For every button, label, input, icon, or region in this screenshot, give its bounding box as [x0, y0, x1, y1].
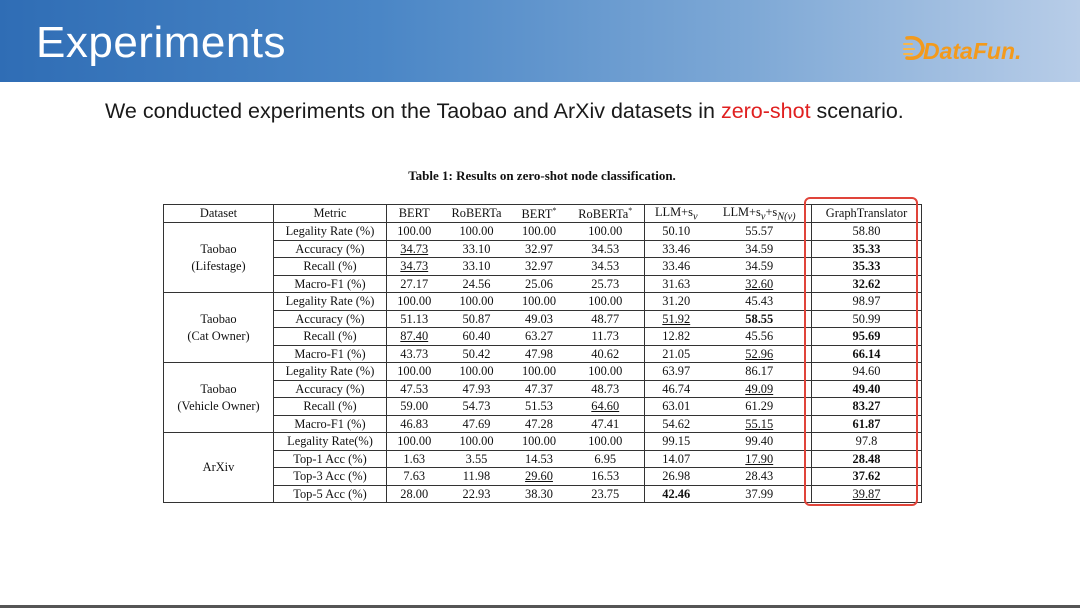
graphtranslator-highlight-box [804, 197, 918, 506]
logo-text: DataFun. [923, 38, 1022, 64]
value-text: 51.92 [662, 311, 691, 326]
value-text: 25.73 [591, 276, 620, 291]
value-cell [708, 293, 812, 311]
header-roberta: RoBERTa [442, 205, 512, 223]
value-text: 35.33 [852, 241, 881, 256]
value-cell [512, 485, 567, 503]
value-text: 23.75 [591, 486, 620, 501]
value-cell [387, 468, 442, 486]
metric-cell: Legality Rate (%) [274, 223, 387, 241]
value-text: 32.97 [525, 259, 553, 274]
metric-cell: Top-1 Acc (%) [274, 450, 387, 468]
value-text: 98.97 [852, 294, 881, 309]
value-text: 7.63 [403, 469, 426, 484]
value-text: 66.14 [852, 346, 881, 361]
metric-cell: Legality Rate (%) [274, 293, 387, 311]
value-cell [708, 433, 812, 451]
value-text: 43.73 [400, 346, 429, 361]
value-text: 37.99 [745, 486, 774, 501]
value-cell [567, 380, 645, 398]
value-text: 31.20 [662, 294, 691, 309]
slide-title: Experiments [36, 18, 287, 67]
value-cell [567, 433, 645, 451]
value-cell [708, 258, 812, 276]
value-cell [442, 345, 512, 363]
metric-cell: Legality Rate(%) [274, 433, 387, 451]
title-banner [0, 0, 1080, 82]
value-cell [567, 223, 645, 241]
value-text: 46.74 [662, 381, 691, 396]
value-cell [708, 328, 812, 346]
value-cell [708, 223, 812, 241]
value-text: 86.17 [745, 364, 774, 379]
value-cell [512, 363, 567, 381]
value-text: 46.83 [400, 416, 429, 431]
value-cell [645, 398, 708, 416]
value-cell [645, 293, 708, 311]
value-cell [442, 468, 512, 486]
value-cell [387, 328, 442, 346]
header-llm-sv2-text: LLM+s [722, 205, 761, 219]
value-cell [442, 328, 512, 346]
value-cell [567, 293, 645, 311]
value-text: 63.27 [525, 329, 553, 344]
value-cell [442, 485, 512, 503]
value-cell [512, 345, 567, 363]
dataset-cell [164, 363, 274, 433]
value-cell [567, 345, 645, 363]
value-cell [387, 380, 442, 398]
value-text: 50.99 [852, 311, 881, 326]
header-nv-sub: N(v) [777, 211, 796, 223]
value-text: 6.95 [594, 451, 617, 466]
value-cell [387, 223, 442, 241]
value-text: 32.60 [745, 276, 774, 291]
dataset-cell [164, 433, 274, 503]
value-cell [708, 398, 812, 416]
header-llm-sv-snv [708, 205, 812, 223]
value-text: 55.57 [745, 224, 774, 239]
value-text: 54.62 [662, 416, 691, 431]
value-cell [567, 450, 645, 468]
value-text: 100.00 [459, 224, 494, 239]
metric-cell: Macro-F1 (%) [274, 415, 387, 433]
value-text: 52.96 [745, 346, 774, 361]
value-cell [512, 275, 567, 293]
value-cell [387, 485, 442, 503]
value-text: 1.63 [403, 451, 426, 466]
value-text: 51.53 [525, 399, 553, 414]
value-text: 34.53 [591, 259, 620, 274]
dataset-subname: (Cat Owner) [187, 328, 250, 343]
value-text: 58.80 [852, 224, 881, 239]
value-text: 34.59 [745, 259, 774, 274]
value-text: 47.69 [462, 416, 491, 431]
value-cell [567, 328, 645, 346]
dataset-subname: (Vehicle Owner) [177, 398, 260, 413]
value-cell [387, 433, 442, 451]
dataset-cell [164, 223, 274, 293]
value-text: 100.00 [459, 364, 494, 379]
metric-cell: Macro-F1 (%) [274, 345, 387, 363]
value-cell [567, 485, 645, 503]
value-cell [512, 258, 567, 276]
value-text: 35.33 [852, 259, 881, 274]
value-cell [512, 415, 567, 433]
value-cell [512, 293, 567, 311]
value-text: 33.10 [462, 259, 491, 274]
value-text: 100.00 [588, 294, 623, 309]
value-cell [645, 345, 708, 363]
value-text: 11.98 [462, 469, 491, 484]
metric-cell: Recall (%) [274, 258, 387, 276]
value-text: 63.01 [662, 399, 691, 414]
value-cell [708, 310, 812, 328]
header-llm-sv [645, 205, 708, 223]
value-text: 47.53 [400, 381, 429, 396]
value-cell [387, 275, 442, 293]
value-cell [708, 275, 812, 293]
header-roberta-star [567, 205, 645, 223]
value-text: 100.00 [521, 294, 557, 309]
metric-cell: Accuracy (%) [274, 240, 387, 258]
metric-cell: Top-5 Acc (%) [274, 485, 387, 503]
header-roberta-star-mark: * [628, 205, 633, 215]
value-cell [645, 310, 708, 328]
header-bert-star-text: BERT [521, 206, 553, 221]
value-cell [708, 345, 812, 363]
value-text: 61.29 [745, 399, 774, 414]
value-text: 34.73 [400, 241, 429, 256]
value-text: 100.00 [588, 224, 623, 239]
value-cell [567, 363, 645, 381]
subtitle-text-before: We conducted experiments on the Taobao and ArXiv datasets in [105, 99, 721, 123]
value-text: 94.60 [852, 364, 881, 379]
value-cell [567, 310, 645, 328]
value-text: 100.00 [588, 434, 623, 449]
value-text: 49.03 [525, 311, 553, 326]
value-text: 47.98 [525, 346, 553, 361]
value-cell [645, 275, 708, 293]
value-text: 39.87 [852, 486, 881, 501]
header-bert-star [512, 205, 567, 223]
value-text: 21.05 [662, 346, 691, 361]
value-cell [442, 275, 512, 293]
value-text: 48.77 [591, 311, 620, 326]
value-cell [567, 240, 645, 258]
value-cell [442, 398, 512, 416]
value-cell [708, 380, 812, 398]
value-cell [512, 468, 567, 486]
slide-subtitle [105, 99, 904, 124]
subtitle-text-after: scenario. [810, 99, 904, 123]
value-text: 100.00 [397, 364, 432, 379]
value-cell [567, 258, 645, 276]
value-text: 32.97 [525, 241, 553, 256]
value-text: 100.00 [397, 434, 432, 449]
header-bert-star-mark: * [552, 205, 557, 215]
header-graphtranslator: GraphTranslator [812, 205, 922, 223]
value-text: 99.15 [662, 434, 691, 449]
value-text: 22.93 [462, 486, 491, 501]
value-text: 14.53 [525, 451, 553, 466]
header-plus-s: +s [765, 205, 778, 219]
value-cell [387, 310, 442, 328]
value-text: 51.13 [400, 311, 429, 326]
value-text: 100.00 [397, 294, 432, 309]
value-text: 33.46 [662, 259, 691, 274]
value-text: 49.09 [745, 381, 774, 396]
value-cell [442, 380, 512, 398]
metric-cell: Legality Rate (%) [274, 363, 387, 381]
value-text: 32.62 [852, 276, 881, 291]
value-cell [512, 328, 567, 346]
value-text: 25.06 [525, 276, 553, 291]
value-text: 11.73 [591, 329, 619, 344]
value-cell [442, 415, 512, 433]
value-text: 54.73 [462, 399, 491, 414]
value-text: 87.40 [400, 329, 429, 344]
value-text: 99.40 [745, 434, 774, 449]
value-text: 47.28 [525, 416, 553, 431]
value-cell [512, 450, 567, 468]
value-cell [645, 328, 708, 346]
value-cell [708, 450, 812, 468]
value-text: 83.27 [852, 399, 881, 414]
value-cell [645, 380, 708, 398]
value-text: 27.17 [400, 276, 429, 291]
value-cell [708, 363, 812, 381]
value-cell [442, 363, 512, 381]
value-text: 33.10 [462, 241, 491, 256]
header-bert: BERT [387, 205, 442, 223]
value-cell [708, 485, 812, 503]
value-cell [442, 293, 512, 311]
value-text: 47.93 [462, 381, 491, 396]
value-text: 28.43 [745, 469, 774, 484]
value-text: 50.87 [462, 311, 491, 326]
value-text: 45.43 [745, 294, 774, 309]
value-text: 29.60 [525, 469, 553, 484]
value-cell [567, 398, 645, 416]
value-text: 50.10 [662, 224, 691, 239]
metric-cell: Macro-F1 (%) [274, 275, 387, 293]
dataset-subname: (Lifestage) [191, 258, 246, 273]
value-cell [645, 240, 708, 258]
value-text: 14.07 [662, 451, 691, 466]
value-cell [645, 223, 708, 241]
value-cell [442, 433, 512, 451]
value-text: 100.00 [459, 434, 494, 449]
dataset-name: Taobao [200, 311, 237, 326]
value-text: 100.00 [459, 294, 494, 309]
value-text: 28.00 [400, 486, 429, 501]
value-cell [387, 450, 442, 468]
header-llm-sv-text: LLM+s [654, 205, 693, 219]
value-cell [708, 240, 812, 258]
value-text: 49.40 [852, 381, 881, 396]
value-cell [387, 293, 442, 311]
dataset-name: Taobao [200, 241, 237, 256]
value-text: 47.37 [525, 381, 553, 396]
value-text: 100.00 [521, 364, 557, 379]
value-cell [387, 240, 442, 258]
metric-cell: Accuracy (%) [274, 380, 387, 398]
header-roberta-star-text: RoBERTa [578, 206, 629, 221]
value-cell [512, 433, 567, 451]
value-cell [387, 398, 442, 416]
value-cell [645, 363, 708, 381]
value-text: 31.63 [662, 276, 691, 291]
value-text: 17.90 [745, 451, 774, 466]
value-cell [645, 450, 708, 468]
value-cell [442, 310, 512, 328]
value-cell [708, 415, 812, 433]
metric-cell: Recall (%) [274, 398, 387, 416]
value-text: 59.00 [400, 399, 429, 414]
value-text: 28.48 [852, 451, 881, 466]
value-cell [708, 468, 812, 486]
value-text: 48.73 [591, 381, 620, 396]
value-text: 37.62 [852, 469, 881, 484]
value-text: 34.59 [745, 241, 774, 256]
value-cell [387, 345, 442, 363]
value-text: 60.40 [462, 329, 491, 344]
value-cell [387, 258, 442, 276]
value-text: 40.62 [591, 346, 620, 361]
value-text: 45.56 [745, 329, 774, 344]
value-text: 47.41 [591, 416, 620, 431]
value-text: 16.53 [591, 469, 620, 484]
value-text: 61.87 [852, 416, 881, 431]
value-cell [442, 450, 512, 468]
value-text: 95.69 [852, 329, 881, 344]
value-text: 33.46 [662, 241, 691, 256]
value-text: 38.30 [525, 486, 553, 501]
dataset-name: Taobao [200, 381, 237, 396]
value-cell [442, 223, 512, 241]
value-cell [512, 380, 567, 398]
value-text: 55.15 [745, 416, 774, 431]
table-caption-text: Table 1: Results on zero-shot node classification. [408, 168, 676, 183]
header-llm-sv2-sub: v [760, 211, 766, 223]
value-text: 24.56 [462, 276, 491, 291]
value-text: 12.82 [662, 329, 691, 344]
value-text: 100.00 [588, 364, 623, 379]
value-text: 34.53 [591, 241, 620, 256]
value-cell [645, 415, 708, 433]
metric-cell: Top-3 Acc (%) [274, 468, 387, 486]
value-cell [387, 415, 442, 433]
header-llm-sv-sub: v [692, 211, 698, 223]
dataset-name: ArXiv [202, 460, 235, 475]
value-text: 100.00 [521, 434, 557, 449]
metric-cell: Accuracy (%) [274, 310, 387, 328]
value-text: 50.42 [462, 346, 491, 361]
value-cell [512, 223, 567, 241]
value-cell [567, 415, 645, 433]
value-cell [512, 398, 567, 416]
value-cell [567, 468, 645, 486]
value-cell [645, 433, 708, 451]
header-dataset: Dataset [164, 205, 274, 223]
header-metric: Metric [274, 205, 387, 223]
value-cell [567, 275, 645, 293]
dataset-cell [164, 293, 274, 363]
value-cell [645, 468, 708, 486]
value-cell [512, 310, 567, 328]
value-cell [645, 485, 708, 503]
value-cell [645, 258, 708, 276]
value-cell [442, 240, 512, 258]
value-text: 42.46 [662, 486, 691, 501]
value-text: 26.98 [662, 469, 691, 484]
value-text: 3.55 [465, 451, 488, 466]
value-text: 63.97 [662, 364, 691, 379]
table-caption [0, 168, 1080, 184]
subtitle-highlight: zero-shot [720, 99, 811, 123]
value-text: 100.00 [397, 224, 432, 239]
value-text: 100.00 [521, 224, 557, 239]
value-text: 97.8 [855, 434, 878, 449]
value-text: 34.73 [400, 259, 429, 274]
value-cell [442, 258, 512, 276]
value-text: 58.55 [745, 311, 774, 326]
value-cell [512, 240, 567, 258]
value-cell [387, 363, 442, 381]
metric-cell: Recall (%) [274, 328, 387, 346]
value-text: 64.60 [591, 399, 620, 414]
